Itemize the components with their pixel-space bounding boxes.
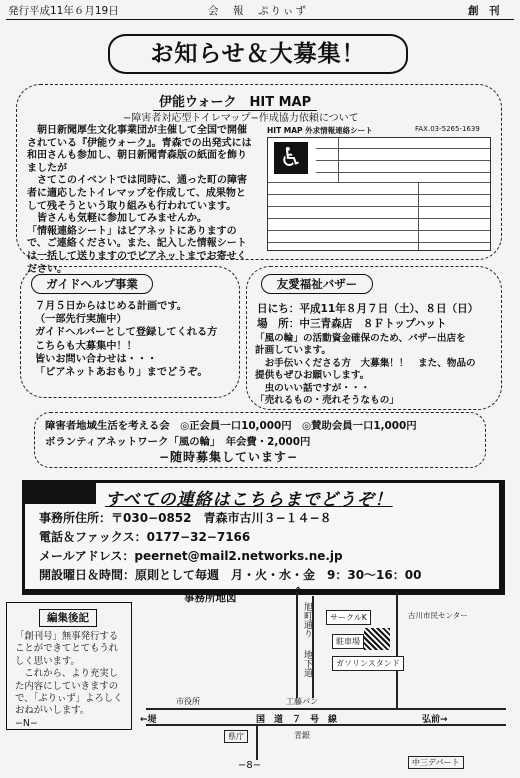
bazaar-title: 友愛福祉バザー — [261, 274, 373, 294]
underpass-label: 地下道 — [302, 650, 312, 677]
map-hirosaki: 弘前→ — [422, 715, 448, 725]
sheet-form — [267, 137, 491, 251]
editor-note-title: 編集後記 — [39, 609, 97, 627]
bazaar-place: 場 所：中三青森店 ８Ｆトップハット — [257, 318, 447, 330]
page-number: −8− — [238, 760, 262, 771]
map-tsutsumi: ←堤 — [140, 715, 157, 725]
info-sheet — [265, 125, 493, 251]
wheelchair-icon: ♿ — [274, 142, 308, 174]
recruit-section — [34, 412, 486, 468]
guide-help-title: ガイドヘルプ事業 — [31, 274, 153, 294]
hitmap-title: 伊能ウォーク HIT MAP — [153, 91, 317, 111]
recruit-line-1: 障害者地域生活を考える会 ◎正会員一口10,000円 ◎賛助会員一口1,000円 — [45, 420, 417, 432]
contact-email: メールアドレス：peernet@mail2.networks.ne.jp — [39, 549, 343, 563]
recruit-line-2: ボランティアネットワーク「風の輪」 年会費・2,000円 — [45, 436, 311, 448]
newsletter-name: 会 報 ぷりぃず — [208, 5, 308, 17]
map-nakasan: 中三デパート — [408, 756, 464, 769]
sheet-fax: FAX.03-5265-1639 — [415, 125, 480, 133]
contact-phone: 電話＆ファックス：0177−32−7166 — [39, 530, 251, 544]
guide-help-body: ７月５日からはじめる計画です。 （一部先行実施中） ガイドヘルパーとして登録してくれる方 こちらも大募集中！！ 皆いお問い合わせは・・・ 「ピアネットあおもり」までどうぞ。 — [35, 301, 218, 379]
contact-title: すべての連絡はこちらまでどうぞ！ — [105, 490, 393, 510]
issue-date: 発行平成11年６月19日 — [8, 5, 119, 17]
issue-label: 創 刊 — [468, 5, 500, 17]
map-kudo-pan: 工藤パン — [286, 697, 318, 706]
map-aogin: 青銀 — [294, 731, 310, 740]
contact-section — [22, 480, 505, 595]
map-prefectural-office: 県庁 — [224, 730, 248, 743]
street-north-label: 旭町通り — [302, 602, 312, 638]
header-rule — [6, 19, 514, 20]
street-north-arrow: ↑ — [294, 586, 303, 597]
guide-help-section — [20, 266, 240, 398]
hitmap-section — [16, 84, 502, 275]
editor-note-body: 「創刊号」無事発行することができてとてもうれしく思います。 これから、より充実した内容にしていきますので、「ぷりぃず」よろしくおねがいします。 −N− — [15, 631, 123, 729]
map-gas-station: ガソリンスタンド — [332, 656, 404, 671]
contact-title-bar — [22, 480, 96, 504]
bazaar-body: 「風の輪」の活動資金確保のため、バザー出店を 計画しています。 お手伝いくださる方 大募集！！ また、物品の 提供もぜひお願いします。 虫のいい話ですが・・・ 「売れるもの・売れそうなもの」 — [255, 333, 476, 407]
office-map — [136, 586, 516, 768]
editor-note — [6, 602, 132, 730]
recruit-line-3: −随時募集しています− — [159, 450, 299, 464]
page-title: お知らせ＆大募集！ — [108, 34, 408, 74]
contact-address: 事務所住所：〒030−0852 青森市古川３−１４−８ — [39, 511, 332, 525]
hitmap-subtitle: −障害者対応型トイレマップ−作成協力依頼について — [123, 113, 359, 124]
bazaar-date: 日にち：平成11年８月７日（土）、８日（日） — [257, 303, 479, 315]
map-circle-k: サークルK — [326, 610, 371, 625]
map-parking: 駐車場 — [332, 634, 364, 649]
hitmap-body: 朝日新聞厚生文化事業団が主催して全国で開催されている『伊能ウォーク』。青森での出発式には和田さんも参加し、朝日新聞青森版の紙面を飾りましたが さてこのイベントでは同時に、通った町の障害者に適応したトイレマップを作成して、成果物として残そうという取り組みも行われています。 皆さんも気軽に参加してみませんか。 「情報連絡シート」はピアネットにありますので、ご連絡ください。また、記入した情報シートは一括して送りますのでピアネットまでお寄せください。 — [27, 125, 252, 275]
map-route-7: 国 道 ７ 号 線 — [256, 715, 338, 725]
map-title: 事務所地図 — [184, 592, 237, 604]
map-office-marker — [364, 628, 390, 650]
bazaar-section — [246, 266, 502, 410]
map-city-hall: 市役所 — [176, 697, 200, 706]
map-civic-center: 古川市民センター — [408, 611, 468, 620]
sheet-title: HIT MAP 外求情報連絡シート — [267, 126, 373, 135]
contact-hours: 開設曜日＆時間：原則として毎週 月・火・水・金 9：30〜16：00 — [39, 568, 422, 582]
